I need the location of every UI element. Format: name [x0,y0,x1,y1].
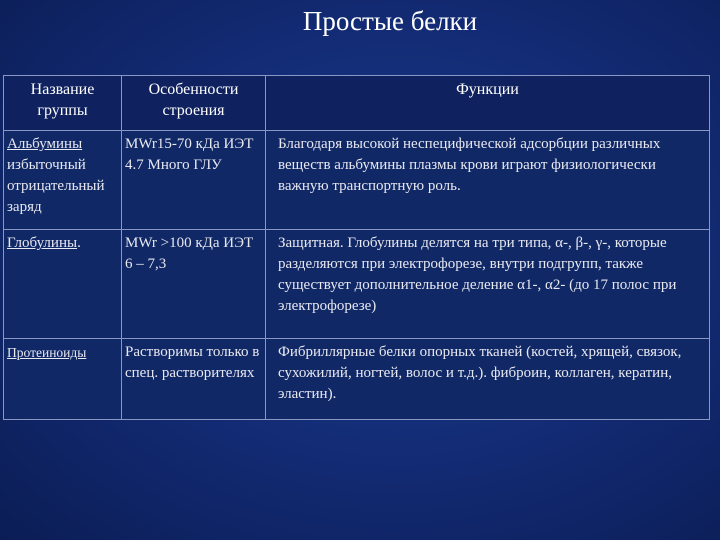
header-group-name: Название группы [4,76,122,131]
table-row [4,230,710,339]
table-row [4,339,710,420]
group-name-note: избыточный отрицательный заряд [7,157,105,215]
cell-function: Фибриллярные белки опорных тканей (костей, хрящей, связок, сухожилий, ногтей, волос и т.д.). фиброин, коллаген, кератин, эластин). [266,339,710,420]
cell-group-name [4,339,122,420]
title-text: Простые белки [302,6,478,36]
cell-group-name [4,230,122,339]
table-row [4,131,710,230]
cell-structure: MWr15-70 кДа ИЭТ 4.7 Много ГЛУ [122,131,266,230]
proteins-table [3,75,710,420]
cell-group-name [4,131,122,230]
header-structure: Особенности строения [122,76,266,131]
header-functions: Функции [266,76,710,131]
group-name: Протеиноиды [7,345,87,360]
group-name-note: . [77,235,81,251]
slide-title [0,6,720,37]
group-name: Альбумины [7,136,83,152]
cell-function: Благодаря высокой неспецифической адсорбции различных веществ альбумины плазмы крови играют физиологически важную транспортную роль. [266,131,710,230]
cell-function: Защитная. Глобулины делятся на три типа, α-, β-, γ-, которые разделяются при электрофорезе, внутри подгрупп, также существует дополнительное деление α1-, α2- (до 17 полос при электрофорезе) [266,230,710,339]
cell-structure: Растворимы только в спец. растворителях [122,339,266,420]
group-name: Глобулины [7,235,78,251]
cell-structure: MWr >100 кДа ИЭТ 6 – 7,3 [122,230,266,339]
table-header-row [4,76,710,131]
